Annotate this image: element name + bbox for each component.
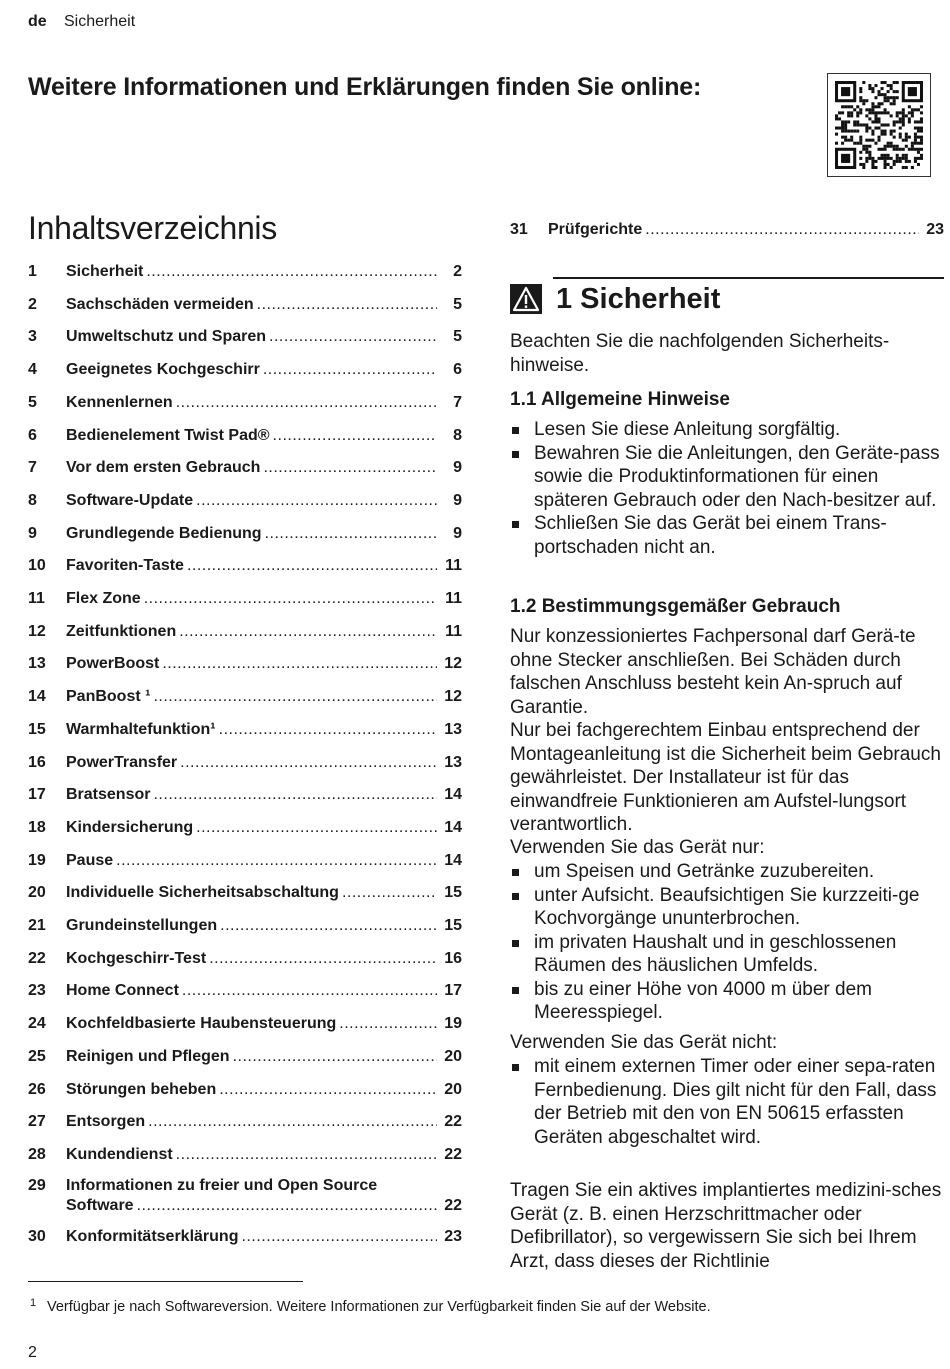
toc-leader-dots (176, 393, 437, 413)
toc-entry-number: 16 (28, 753, 46, 771)
toc-entry-label: PowerBoost (66, 655, 160, 673)
toc-entry-page: 14 (444, 851, 462, 869)
toc-leader-dots (233, 1047, 437, 1067)
bullet-item: unter Aufsicht. Beaufsichtigen Sie kurzzeiti-ge Kochvorgänge ununterbrochen. (510, 884, 944, 931)
bullet-item: Lesen Sie diese Anleitung sorgfältig. (510, 418, 944, 442)
toc-entry-number: 6 (28, 426, 37, 444)
toc-entry-label: Kennenlernen (66, 393, 173, 411)
bullet-item: bis zu einer Höhe von 4000 m über dem Meeresspiegel. (510, 978, 944, 1025)
toc-entry-number: 27 (28, 1113, 46, 1131)
bullet-item: Bewahren Sie die Anleitungen, den Geräte-pass sowie die Produktinformationen für einen späteren Gebrauch oder den Nach-besitzer auf. (510, 442, 944, 513)
toc-leader-dots (146, 262, 437, 282)
toc-entry-label: Zeitfunktionen (66, 622, 177, 640)
toc-entry-page: 12 (444, 688, 462, 706)
toc-leader-dots (176, 1145, 437, 1165)
paragraph: Tragen Sie ein aktives implantiertes medizini-sches Gerät (z. B. einen Herzschrittmacher oder Defibrillator), so vergewissern Sie sich bei Ihrem Arzt, dass dieses der Richtlinie (510, 1180, 942, 1272)
paragraph: Nur konzessioniertes Fachpersonal darf Gerä-te ohne Stecker anschließen. Bei Schäden durch falschen Anschluss besteht kein An-spruch auf Garantie. (510, 626, 916, 718)
toc-leader-dots (263, 458, 437, 478)
toc-entry-label: Störungen beheben (66, 1080, 217, 1098)
toc-entry-page: 14 (444, 818, 462, 836)
toc-entry-page: 15 (444, 884, 462, 902)
toc-entry-label: Konformitätserklärung (66, 1228, 239, 1245)
footnote-text: Verfügbar je nach Softwareversion. Weitere Informationen zur Verfügbarkeit finden Sie auf der Website. (47, 1299, 711, 1315)
toc-entry-page: 11 (445, 557, 462, 575)
bullet-list-allowed-use (510, 860, 944, 1025)
toc-leader-dots (645, 220, 919, 240)
toc-entry-label-cont: Software (66, 1197, 134, 1214)
warning-icon (510, 284, 542, 314)
bullet-list-general (510, 418, 944, 559)
toc-entry-label: PanBoost ¹ (66, 688, 151, 706)
toc-entry-label: Grundeinstellungen (66, 917, 218, 934)
toc-leader-dots (153, 785, 437, 805)
toc-entry-number: 5 (28, 393, 37, 411)
bullet-item: um Speisen und Getränke zuzubereiten. (510, 860, 944, 884)
bullet-item: mit einem externen Timer oder einer sepa-raten Fernbedienung. Dies gilt nicht für den Fall, dass der Betrieb mit den von EN 50615 erfassten Geräten abgeschaltet wird. (510, 1055, 944, 1149)
toc-entry-page: 13 (444, 720, 462, 738)
toc-leader-dots (137, 1196, 437, 1216)
qr-code[interactable] (827, 73, 931, 177)
toc-entry-number: 25 (28, 1047, 46, 1065)
toc-leader-dots (263, 360, 437, 380)
toc-entry-page: 23 (926, 221, 944, 238)
header-section: Sicherheit (64, 13, 136, 30)
toc-entry-page: 15 (444, 917, 462, 934)
toc-entry-number: 12 (28, 622, 46, 640)
paragraph: Nur bei fachgerechtem Einbau entsprechend der Montageanleitung ist die Sicherheit beim Gebrauch gewährleistet. Der Installateur ist für das einwandfreie Funktionieren am Aufstel-lungsort verantwortlich. (510, 720, 941, 835)
toc-entry-page: 14 (444, 786, 462, 804)
toc-entry-page: 13 (444, 753, 462, 771)
toc-entry-page: 9 (453, 524, 462, 542)
toc-entry-number: 30 (28, 1228, 46, 1245)
toc-entry-number: 10 (28, 557, 46, 575)
toc-entry-number: 22 (28, 949, 46, 967)
toc-entry-page: 6 (453, 361, 462, 379)
toc-leader-dots (196, 491, 437, 511)
toc-entry-page: 16 (444, 949, 462, 967)
toc-leader-dots (182, 981, 437, 1001)
toc-entry-page: 17 (444, 982, 462, 1000)
toc-entry-page: 2 (453, 263, 462, 280)
header-language: de (28, 13, 47, 30)
toc-entry-number: 21 (28, 917, 46, 934)
toc-entry-page: 7 (453, 393, 462, 411)
toc-entry-label: Bratsensor (66, 786, 151, 804)
toc-leader-dots (219, 1080, 437, 1100)
toc-entry-label: Kochfeldbasierte Haubensteuerung (66, 1015, 337, 1033)
toc-entry-page: 22 (444, 1197, 462, 1214)
toc-entry-label: Individuelle Sicherheitsabschaltung (66, 884, 339, 902)
toc-entry-label: Kundendienst (66, 1145, 173, 1163)
toc-entry-label: Pause (66, 851, 114, 869)
toc-entry-label: Sachschäden vermeiden (66, 295, 254, 313)
toc-entry-number: 31 (510, 221, 528, 238)
toc-leader-dots (265, 524, 437, 544)
toc-leader-dots (257, 295, 437, 315)
toc-entry-label: Prüfgerichte (548, 221, 643, 238)
toc-entry-page: 11 (445, 590, 462, 607)
toc-entry-label: Warmhaltefunktion¹ (66, 720, 216, 738)
toc-entry-label: Kochgeschirr-Test (66, 949, 207, 967)
toc-entry-label: PowerTransfer (66, 753, 178, 771)
page-number: 2 (28, 1344, 37, 1361)
toc-leader-dots (179, 622, 437, 642)
toc-entry-label: Software-Update (66, 491, 194, 509)
subsection-title: 1.2 Bestimmungsgemäßer Gebrauch (510, 596, 841, 617)
footnote-rule (28, 1281, 303, 1282)
toc-entry-number: 18 (28, 818, 46, 836)
toc-leader-dots (220, 916, 437, 936)
toc-entry-number: 11 (28, 590, 45, 607)
bullet-item: im privaten Haushalt und in geschlossenen Räumen des häuslichen Umfelds. (510, 931, 944, 978)
toc-leader-dots (342, 883, 437, 903)
toc-entry-number: 14 (28, 688, 46, 706)
toc-entry-number: 3 (28, 328, 37, 346)
toc-entry-number: 13 (28, 655, 46, 673)
toc-entry-page: 22 (444, 1145, 462, 1163)
section-title: 1 Sicherheit (556, 283, 721, 315)
online-info-heading: Weitere Informationen und Erklärungen finden Sie online: (28, 73, 702, 101)
toc-entry-number: 17 (28, 786, 46, 804)
toc-leader-dots (153, 687, 437, 707)
toc-entry-label: Geeignetes Kochgeschirr (66, 361, 260, 379)
toc-leader-dots (144, 589, 437, 609)
toc-entry-label: Kindersicherung (66, 818, 194, 836)
paragraph: Verwenden Sie das Gerät nur: (510, 837, 765, 858)
toc-leader-dots (241, 1227, 437, 1247)
toc-entry-number: 9 (28, 524, 37, 542)
footnote-mark: 1 (30, 1297, 37, 1309)
bullet-item: Schließen Sie das Gerät bei einem Trans-portschaden nicht an. (510, 512, 944, 559)
toc-entry-label: Vor dem ersten Gebrauch (66, 459, 261, 477)
toc-leader-dots (162, 654, 437, 674)
toc-entry-number: 15 (28, 720, 46, 738)
toc-entry-label: Grundlegende Bedienung (66, 524, 262, 542)
toc-entry-label: Umweltschutz und Sparen (66, 328, 267, 346)
toc-entry-number: 26 (28, 1080, 46, 1098)
toc-entry-number: 24 (28, 1015, 46, 1033)
paragraph: Verwenden Sie das Gerät nicht: (510, 1032, 778, 1053)
toc-leader-dots (219, 720, 437, 740)
toc-entry-label: Bedienelement Twist Pad® (66, 426, 270, 444)
bullet-list-forbidden-use (510, 1055, 944, 1149)
toc-entry-page: 23 (444, 1228, 462, 1245)
toc-entry-label: Reinigen und Pflegen (66, 1047, 230, 1065)
toc-leader-dots (196, 818, 437, 838)
toc-leader-dots (148, 1112, 437, 1132)
toc-entry-number: 23 (28, 982, 46, 1000)
toc-entry-label: Home Connect (66, 982, 179, 1000)
toc-entry-number: 1 (28, 263, 37, 280)
toc-leader-dots (209, 949, 437, 969)
toc-entry-label: Flex Zone (66, 590, 141, 607)
toc-entry-page: 20 (444, 1080, 462, 1098)
toc-entry-label: Entsorgen (66, 1113, 146, 1131)
toc-entry-number: 19 (28, 851, 46, 869)
toc-leader-dots (269, 327, 437, 347)
toc-entry-page: 11 (445, 622, 462, 640)
toc-entry-page: 5 (453, 328, 462, 346)
toc-entry-number: 4 (28, 361, 37, 379)
toc-entry-number: 2 (28, 295, 37, 313)
toc-leader-dots (116, 851, 437, 871)
qr-code-icon (835, 81, 923, 169)
toc-leader-dots (187, 556, 437, 576)
toc-title: Inhaltsverzeichnis (28, 210, 277, 246)
toc-entry-number: 20 (28, 884, 46, 902)
toc-entry-page: 12 (444, 655, 462, 673)
section-rule (553, 277, 944, 279)
toc-entry-number: 8 (28, 491, 37, 509)
toc-leader-dots (180, 753, 437, 773)
subsection-title: 1.1 Allgemeine Hinweise (510, 389, 730, 410)
toc-entry-page: 5 (453, 295, 462, 313)
toc-entry-label: Informationen zu freier und Open Source (66, 1177, 378, 1194)
toc-leader-dots (339, 1014, 437, 1034)
toc-leader-dots (273, 426, 437, 446)
toc-entry-number: 29 (28, 1177, 46, 1194)
toc-entry-number: 7 (28, 459, 37, 477)
toc-entry-label: Sicherheit (66, 263, 144, 280)
toc-entry-page: 8 (453, 426, 462, 444)
toc-entry-page: 20 (444, 1047, 462, 1065)
toc-entry-page: 9 (453, 459, 462, 477)
toc-entry-number: 28 (28, 1145, 46, 1163)
section-intro: Beachten Sie die nachfolgenden Sicherheits-hinweise. (510, 331, 890, 376)
toc-entry-page: 22 (444, 1113, 462, 1131)
toc-entry-label: Favoriten-Taste (66, 557, 184, 575)
toc-entry-page: 9 (453, 491, 462, 509)
toc-entry-page: 19 (444, 1015, 462, 1033)
